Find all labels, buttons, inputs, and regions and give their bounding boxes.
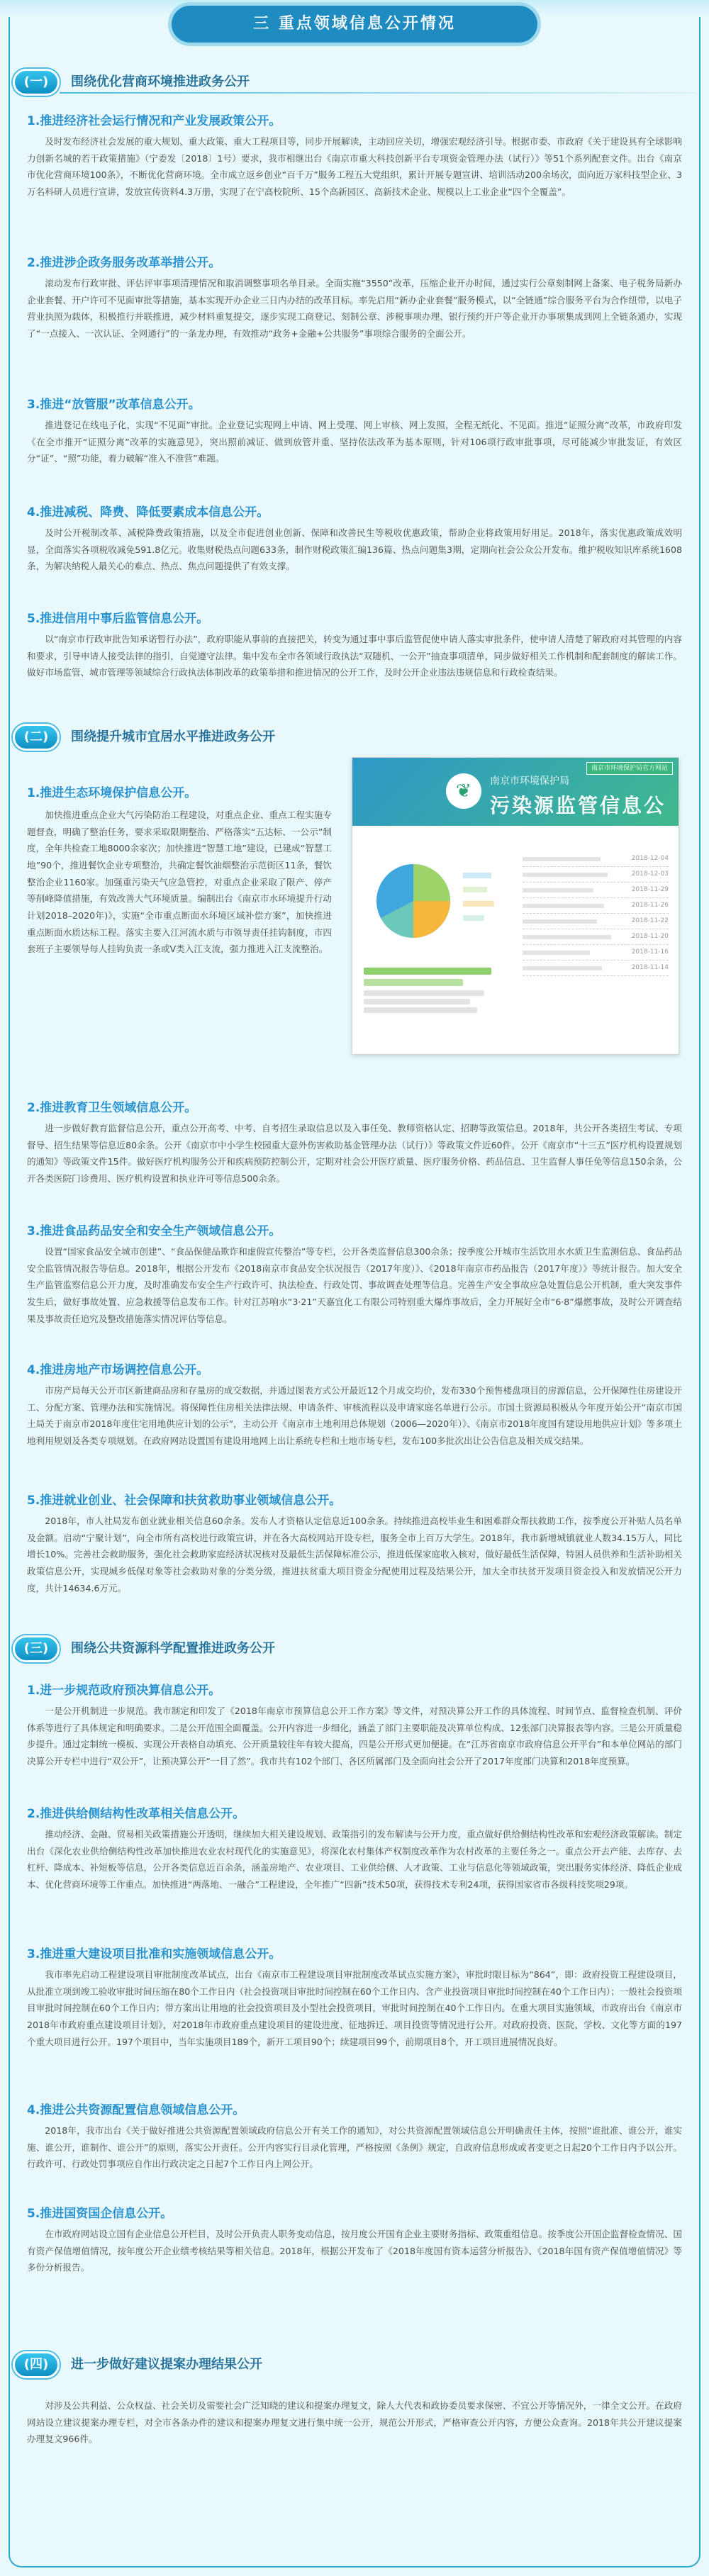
list-item: 2018-11-29 (523, 883, 669, 898)
subheading: 5.推进信用中事后监管信息公开。 (27, 612, 209, 626)
paragraph: 一是公开机制进一步规范。我市制定和印发了《2018年南京市预算信息公开工作方案》等文件，对预决算公开工作的具体流程、时间节点、监督检查机制、评价体系等进行了具体规定和明确要求。二是公开范围全面覆盖。公开内容进一步细化，涵盖了部门主要职能及决算单位构成、12张部门决算报表等内容。三是公开质量稳步提升。通过定制统一模板、实现公开表格自动填充、公开质量较往年有较大提高，四是公开形式更加便捷。在“江苏省南京市政府信息公开平台”和本单位网站的部门决算公开专栏中进行“双公开”，让预决算公开“一目了然”。我市共有102个部门、各区所属部门及全面向社会公开了2017年度部门决算和2018年度预算。 (27, 1706, 682, 1767)
figure-title: 污染源监管信息公开 (490, 794, 666, 855)
section-header (13, 2351, 696, 2379)
paragraph: 进一步做好教育监督信息公开，重点公开高考、中考、自考招生录取信息以及入事任免、教师资格认定、招聘等政策信息。2018年，共公开各类招生考试、专项督导、招生结果等信息近80余条。公开《南京市中小学生校园重大意外伤害救助基金管理办法（试行）》等政策文件近60件。公开《南京市“十三五”医疗机构设置规划的通知》等政策文件15件。做好医疗机构服务公开和疾病预防控制公开，定期对社会公开医疗质量、医疗服务价格、药品信息、卫生监督人事任免等信息150余条，公开各类医院门诊费用、医疗机构设置和执业许可等信息500余条。 (27, 1123, 682, 1185)
section-3 (13, 1635, 696, 1663)
website-screenshot (352, 757, 679, 1055)
decor-bar (364, 999, 470, 1004)
pie-chart (364, 851, 506, 958)
list-item: 2018-11-26 (523, 898, 669, 914)
paragraph: 2018年，我市出台《关于做好推进公共资源配置领域政府信息公开有关工作的通知》，对公共资源配置领域信息公开明确责任主体，按照“谁批准、谁公开，谁实施、谁公开，谁制作、谁公开”的原则，落实公开责任。公开内容实行目录化管理，严格按照《条例》规定，自政府信息形成或者变更之日起20个工作日内予以公开。行政许可、行政处罚事项应自作出行政决定之日起7个工作日内上网公开。 (27, 2125, 682, 2170)
figure-tag: 南京市环境保护局官方网站 (586, 762, 673, 775)
figure-body (352, 826, 679, 1054)
figure-org: 南京市环境保护局 (490, 775, 569, 787)
section-header (13, 68, 696, 96)
subheading: 3.推进食品药品安全和安全生产领域信息公开。 (27, 1224, 281, 1238)
decor-bar (364, 990, 484, 996)
section-number: (三) (13, 1635, 60, 1662)
list-item: 2018-12-04 (523, 851, 669, 867)
paragraph: 以“南京市行政审批告知承诺暂行办法”，政府职能从事前的直接把关，转变为通过事中事后监管促使申请人落实审批条件，使申请人清楚了解政府对其管理的内容和要求，引导申请人接受法律的指引，自觉遵守法律。集中发布全市各领域行政执法“双随机、一公开”抽查事项清单，同步做好相关工作机制和配套制度的解读工作。做好市场监管、城市管理等领域综合行政执法体制改革的政策举措和推进情况的公开工作，及时公开企业违法违规信息和行政检查结果。 (27, 634, 682, 678)
figure-chart-area (364, 851, 506, 1016)
section-number: (二) (13, 724, 60, 751)
paragraph: 滚动发布行政审批、评估评审事项清理情况和取消调整事项名单目录。全面实施“3550”改革，压缩企业开办时间，通过实行公章刻制网上备案、电子税务局新办企业套餐、开户许可不见面审批等措施，基本实现开办企业三日内办结的改革目标。率先启用“新办企业套餐”服务模式，以“全链通”综合服务平台为合作纽带，以电子营业执照为载体，积极推行并联推进，减少材料重复提交，逐步实现工商登记、刻制公章、涉税事项办理、银行预约开户等企业开办事项集成到网上全链条通办，实现了“一点接入、一次认证、全网通行”的一条龙办理，有效推动“政务+金融+公共服务”事项综合服务的全面公开。 (27, 278, 682, 340)
figure-list (523, 851, 669, 976)
section-underline (60, 92, 696, 94)
subheading: 5.推进国资国企信息公开。 (27, 2207, 173, 2221)
list-item: 2018-11-22 (523, 914, 669, 929)
subheading: 4.推进房地产市场调控信息公开。 (27, 1363, 209, 1377)
leaf-emblem-icon: ❦ (446, 773, 481, 809)
paragraph: 推进登记在线电子化，实现“不见面”审批。企业登记实现网上申请、网上受理、网上审核、网上发照，全程无纸化、不见面。推进“证照分离”改革，市政府印发《在全市推开“证照分离”改革的实施意见》，突出照前减证、做到放管并重、坚持依法改革为基本原则，针对106项行政审批事项，尽可能减少审批发证，有效区分“证”、“照”功能，着力破解“准入不准营”难题。 (27, 420, 682, 464)
section-title: 围绕公共资源科学配置推进政务公开 (71, 1641, 275, 1657)
subheading: 1.推进生态环境保护信息公开。 (27, 786, 197, 800)
paragraph: 设置“国家食品安全城市创建”、“食品保健品欺诈和虚假宣传整治”等专栏，公开各类监督信息300余条；按季度公开城市生活饮用水水质卫生监测信息、食品药品安全监管情况报告等信息。2018年，根据公开发布《2018南京市食品安全状况报告（2017年度）》、《2018年南京市药品报告（2017年度）》等统计报告。加大安全生产监管监察信息公开力度，及时准确发布安全生产行政许可、执法检查、行政处罚、事故调查处理等信息。完善生产安全事故应急处置信息公开机制，重大突发事件发生后，做好事故处置、应急救援等信息发布工作。针对江苏响水“3·21”天嘉宜化工有限公司特别重大爆炸事故后，全力开展好全市“6·8”爆燃事故，及时公开调查结果及事故责任追究及整改措施落实情况评估等信息。 (27, 1246, 682, 1324)
subheading: 1.推进经济社会运行情况和产业发展政策公开。 (27, 114, 281, 128)
subheading: 2.推进涉企政务服务改革举措公开。 (27, 256, 221, 270)
decor-bar (364, 968, 491, 975)
paragraph: 在市政府网站设立国有企业信息公开栏目，及时公开负责人职务变动信息，按月度公开国有企业主要财务指标、政策重组信息。按季度公开国企监督检查情况、国有资产保值增值情况，按年度公开企业绩考核结果等相关信息。2018年，根据公开发布了《2018年度国有资本运营分析报告》、《2018年国有资产保值增值情况》等多份分析报告。 (27, 2229, 682, 2273)
list-item: 2018-11-14 (523, 961, 669, 976)
list-item: 2018-11-20 (523, 929, 669, 945)
decor-bar (364, 979, 463, 986)
decor-bar (364, 1007, 477, 1013)
subheading: 3.推进重大建设项目批准和实施领域信息公开。 (27, 1947, 281, 1961)
subheading: 5.推进就业创业、社会保障和扶贫救助事业领域信息公开。 (27, 1494, 342, 1508)
page-banner (172, 6, 537, 43)
section-header (13, 1635, 696, 1663)
subheading: 2.推进教育卫生领域信息公开。 (27, 1101, 197, 1115)
subheading: 4.推进减税、降费、降低要素成本信息公开。 (27, 505, 269, 520)
subheading: 1.进一步规范政府预决算信息公开。 (27, 1684, 221, 1698)
section-1 (13, 68, 696, 96)
subheading: 4.推进公共资源配置信息领域信息公开。 (27, 2103, 245, 2117)
paragraph: 及时发布经济社会发展的重大规划、重大政策、重大工程项目等，同步开展解读，主动回应关切，增强宏观经济引导。根据市委、市政府《关于建设具有全球影响力创新名城的若干政策措施》（宁委发〔2018〕1号）要求，我市相继出台《南京市重大科技创新平台专项资金管理办法（试行）》等51个系列配套文件。出台《南京市优化营商环境100条》，不断优化营商环境。全市成立返乡创业“百千万”服务工程五大党组织，累计开展专题宣讲、培训活动200余场次，面向近万家科技型企业、3万名科研人员进行宣讲，发放宣传资料4.3万册，实现了在宁高校院所、15个高新园区、高新技术企业、规模以上工业企业“四个全覆盖”。 (27, 136, 682, 198)
paragraph: 我市率先启动工程建设项目审批制度改革试点，出台《南京市工程建设项目审批制度改革试点实施方案》，审批时限目标为“864”，即：政府投资工程建设项目，从批准立项到竣工验收审批时间压缩在80个工作日内（社会投资项目审批时间控制在60个工作日内、含产业投资项目审批时间控制在40个工作日内）；一般社会投资项目审批时间控制在60个工作日内；带方案出让用地的社会投资项目及小型社会投资项目，审批时间控制在40个工作日内。在重大项目实施领域，市政府出台《南京市2018年市政府重点建设项目计划》，对2018年市政府重点建设项目的建设进度、征地拆迁、项目投资等情况进行公开。对政府投资、医院、学校、文化等方面的197个重大项目进行公开。197个项目中，当年实施项目189个，新开工项目90个；续建项目99个，前期项目8个，开工项目进展情况良好。 (27, 1969, 682, 2047)
section-header (13, 723, 696, 751)
section-2 (13, 723, 696, 751)
paragraph: 及时公开税制改革、减税降费政策措施，以及全市促进创业创新、保障和改善民生等税收优惠政策，帮助企业将政策用好用足。2018年，落实优惠政策成效明显，全面落实各项税收减免591.8亿元。收集财税热点问题633条，制作财税政策汇编136篇、热点问题集3期，定期向社会公众公开发布。维护税收知识库系统1608条，为解决纳税人最关心的难点、热点、焦点问题提供了有效支撑。 (27, 527, 682, 572)
section-title: 进一步做好建议提案办理结果公开 (71, 2357, 262, 2373)
list-item: 2018-12-03 (523, 867, 669, 883)
subheading: 2.推进供给侧结构性改革相关信息公开。 (27, 1807, 245, 1821)
section-number: (一) (13, 69, 60, 96)
paragraph: 对涉及公共利益、公众权益、社会关切及需要社会广泛知晓的建议和提案办理复文，除人大代表和政协委员要求保密、不宜公开等情况外，一律全文公开。在政府网站设立建议提案办理专栏，对全市各条办件的建议和提案办理复文进行集中统一公开，规范公开形式，严格审查公开内容，方便公众查询。2018年共公开建议提案办理复文966件。 (27, 2400, 682, 2445)
section-title: 围绕提升城市宜居水平推进政务公开 (71, 729, 275, 745)
section-title: 围绕优化营商环境推进政务公开 (71, 74, 250, 90)
subheading: 3.推进“放管服”改革信息公开。 (27, 398, 201, 412)
figure-header (352, 758, 679, 855)
list-item: 2018-11-16 (523, 945, 669, 961)
paragraph: 推动经济、金融、贸易相关政策措施公开透明，继续加大相关建设规划、政策指引的发布解读与公开力度，重点做好供给侧结构性改革和宏观经济政策解读。制定出台《深化农业供给侧结构性改革加快推进农业农村现代化的实施意见》，将深化农村集体产权制度改革作为农村改革的主要任务之一。重点公开去产能、去库存、去杠杆、降成本、补短板等信息，公开各类信息近百余条，涵盖房地产、农业项目、工业供给侧、人才政策、工业与信息化等领域政策，突出服务实体经济、降低企业成本、优化营商环境等工作重点。加快推进“两落地、一融合”工程建设，全年推广“四新”技术50项，获得技术专利24项，获得国家省市各级科技奖项29项。 (27, 1829, 682, 1891)
paragraph: 加快推进重点企业大气污染防治工程建设，对重点企业、重点工程实施专题督查，明确了整治任务，要求采取限期整治、严格落实“五达标、一公示”制度，全年共检查工地8000余家次；加快推进“智慧工地”建设，已建成“智慧工地”90个，推进餐饮企业专项整治，共确定餐饮油烟整治示范街区11条，餐饮整治企业1160家。加强重污染天气应急管控，对重点企业采取了限产、停产等削峰降值措施，有效改善大气环境质量。编制出台《南京市水环境提升行动计划2018–2020年)》，实施“全市重点断面水环境区域补偿方案”，加快推进重点断面水质达标工程。落实主要入江河流水质与市领导责任挂钩制度，市四套班子主要领导每人挂钩负责一条或V类入江支流，强力推进入江支流整治。 (27, 810, 332, 955)
section-number: (四) (13, 2351, 60, 2378)
page-title: 三 重点领域信息公开情况 (253, 15, 456, 33)
section-4 (13, 2351, 696, 2379)
paragraph: 2018年，市人社局发布创业就业相关信息60余条。发布人才资格认定信息近100余条。持续推进高校毕业生和困难群众帮扶救助工作，按季度公开补贴人员名单及金额。启动“宁聚计划”，向全市所有高校进行政策宣讲，并在各大高校网站开设专栏，服务全市上百万大学生。2018年，我市新增城镇就业人数34.15万人，同比增长10%。完善社会救助服务，强化社会救助家庭经济状况核对及最低生活保障标准公示，推进低保家庭收入核对，做好最低生活保障，特困人员供养和生活补助相关政策信息公开，实现城乡低保对象等社会救助对象的分类分级，推进扶贫重大项目资金分配使用过程及结果公开，加大全市扶贫开发项目资金投入和发放情况公开力度，共计14634.6万元。 (27, 1516, 682, 1594)
paragraph: 市房产局每天公开市区新建商品房和存量房的成交数据，并通过图表方式公开最近12个月成交均价，发布330个预售楼盘项目的房源信息，公开保障性住房建设开工、分配方案、管理办法和实施情况。将保障性住房相关法律法规、申请条件、审核流程以及申请家庭名单进行公示。市国土资源局积极从今年度开始公开“南京市国土局关于南京市2018年度住宅用地供应计划的公示”，主动公开《南京市土地利用总体规划（2006—2020年）》、《南京市2018年度国有建设用地供应计划》等多项土地利用规划及各类专项规划。在政府网站设置国有建设用地网上出让系统专栏和土地市场专栏，发布100多批次出让公告信息及相关成交结果。 (27, 1385, 682, 1447)
